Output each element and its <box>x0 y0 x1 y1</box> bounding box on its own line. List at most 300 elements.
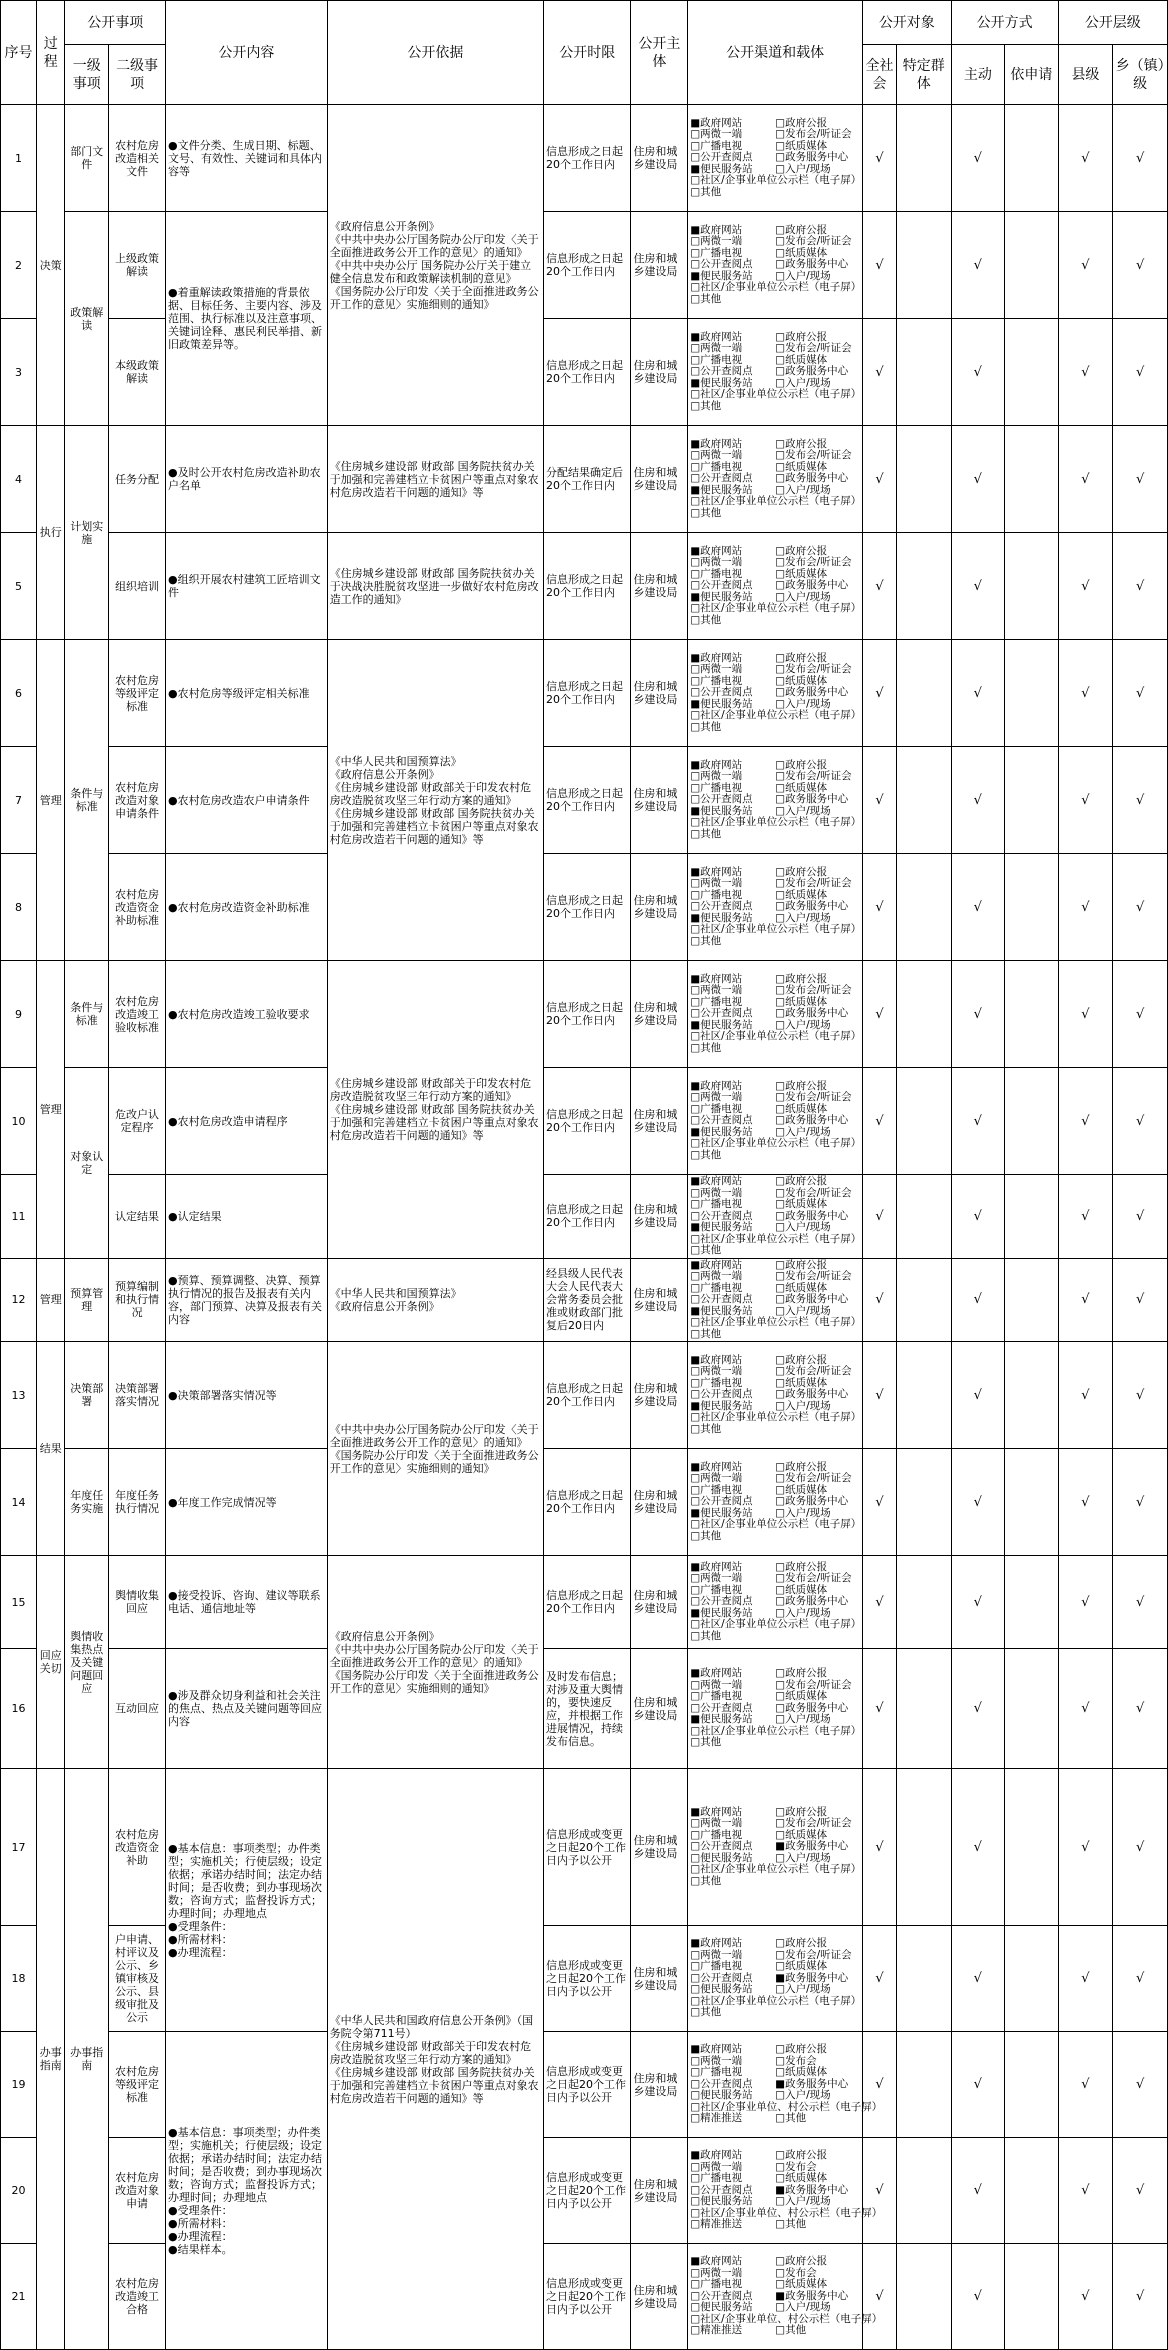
channel-option: □入户/现场 <box>775 1713 831 1726</box>
channel-option: □入户/现场 <box>775 2301 831 2314</box>
channel-option: □政府公报 <box>775 1353 828 1366</box>
channel-option: ■政府网站 <box>690 1258 743 1271</box>
row-seq: 4 <box>1 426 37 533</box>
check-by-request <box>1005 1449 1059 1556</box>
row-seq: 10 <box>1 1068 37 1175</box>
channel-option: □纸质媒体 <box>775 1828 828 1841</box>
channel-option: □政务服务中心 <box>775 258 849 271</box>
channel-option: □纸质媒体 <box>775 2066 828 2079</box>
table-row <box>1 1175 1168 1259</box>
subject-cell: 住房和城乡建设局 <box>631 1175 688 1259</box>
channel-option: □广播电视 <box>690 2278 743 2291</box>
check-by-request <box>1005 319 1059 426</box>
channel-option: □公开查阅点 <box>690 900 753 913</box>
channel-option: ■便民服务站 <box>690 1606 753 1619</box>
channel-option: □社区/企事业单位公示栏（电子屏） <box>690 1994 862 2007</box>
channel-cell <box>688 2032 883 2138</box>
channel-cell <box>688 533 863 640</box>
channel-option: □社区/企事业单位公示栏（电子屏） <box>690 1137 862 1150</box>
channel-option: □便民服务站 <box>690 2089 753 2102</box>
channel-option: □政务服务中心 <box>775 1007 849 1020</box>
channel-option: ■便民服务站 <box>690 697 753 710</box>
check-county: √ <box>1058 1068 1113 1175</box>
check-by-request <box>1005 1926 1059 2032</box>
channel-option: ■便民服务站 <box>690 804 753 817</box>
channel-option: □社区/企事业单位公示栏（电子屏） <box>690 816 862 829</box>
subject-cell: 住房和城乡建设局 <box>631 1342 688 1449</box>
check-by-request <box>1005 2032 1059 2138</box>
table-row <box>1 1556 1168 1649</box>
channel-option: □发布会/听证会 <box>775 1678 852 1691</box>
channel-option: □政务服务中心 <box>775 1293 849 1305</box>
channel-option: □公开查阅点 <box>690 1701 753 1714</box>
channel-option: □公开查阅点 <box>690 1114 753 1127</box>
time-cell: 信息形成之日起20个工作日内 <box>544 319 631 426</box>
channel-option: □政府公报 <box>775 1460 828 1473</box>
table-row <box>1 426 1168 533</box>
level2-item: 农村危房改造资金补助标准 <box>109 854 166 961</box>
channel-option: □纸质媒体 <box>775 1960 828 1973</box>
check-specific-group <box>896 1926 951 2032</box>
channel-option: □入户/现场 <box>775 162 831 175</box>
channel-option: ■政府网站 <box>690 116 743 129</box>
subject-cell: 住房和城乡建设局 <box>631 2244 688 2350</box>
channel-option: □社区/企事业单位公示栏（电子屏） <box>690 1232 862 1245</box>
content-cell: ●涉及群众切身利益和社会关注的焦点、热点及关键问题等回应内容 <box>165 1649 327 1769</box>
basis-cell: 《中共中央办公厅国务院办公厅印发〈关于全面推进政务公开工作的意见〉的通知》 《国务院办公厅印发〈关于全面推进政务公开工作的意见〉实施细则的通知》 <box>327 1342 543 1556</box>
channel-option: □两微一端 <box>690 1270 743 1282</box>
check-all-society: √ <box>863 1926 897 2032</box>
channel-option: ■政府网站 <box>690 1937 743 1950</box>
level2-item: 年度任务执行情况 <box>109 1449 166 1556</box>
row-seq: 12 <box>1 1258 37 1342</box>
channel-option: □政府公报 <box>775 1175 828 1187</box>
channel-option: □入户/现场 <box>775 1304 831 1317</box>
channel-option: □广播电视 <box>690 1281 743 1294</box>
channel-option: □发布会/听证会 <box>775 984 852 997</box>
check-specific-group <box>896 212 951 319</box>
channel-option: □社区/企事业单位、村公示栏（电子屏） <box>690 2206 883 2219</box>
process-cell: 办事指南 <box>37 1769 65 2350</box>
level2-item: 舆情收集回应 <box>109 1556 166 1649</box>
check-township: √ <box>1113 1926 1168 2032</box>
check-township: √ <box>1113 1258 1168 1342</box>
subject-cell: 住房和城乡建设局 <box>631 1926 688 2032</box>
level1-item: 决策部署 <box>65 1342 109 1449</box>
check-all-society: √ <box>863 426 897 533</box>
channel-option: □公开查阅点 <box>690 1495 753 1508</box>
channel-option: □政府公报 <box>775 758 828 771</box>
row-seq: 8 <box>1 854 37 961</box>
channel-option: □入户/现场 <box>775 1399 831 1412</box>
channel-option: □其他 <box>690 399 722 412</box>
check-by-request <box>1005 1556 1059 1649</box>
channel-option: □发布会/听证会 <box>775 1365 852 1378</box>
channel-option: □发布会/听证会 <box>775 235 852 248</box>
channel-option: □其他 <box>690 1244 722 1256</box>
channel-option: □政府公报 <box>775 223 828 236</box>
check-by-request <box>1005 212 1059 319</box>
channel-option: □发布会/听证会 <box>775 1186 852 1199</box>
channel-option: □公开查阅点 <box>690 793 753 806</box>
check-county: √ <box>1058 1556 1113 1649</box>
basis-cell: 《中华人民共和国预算法》 《政府信息公开条例》 《住房城乡建设部 财政部关于印发农村危房改造脱贫攻坚三年行动方案的通知》 《住房城乡建设部 财政部 国务院扶贫办关于加强和完善建档立卡贫困户等重点对象农村危房改造若干问题的通知》等 <box>327 640 543 961</box>
channel-option: □社区/企事业单位、村公示栏（电子屏） <box>690 2312 883 2325</box>
channel-option: □广播电视 <box>690 1102 743 1115</box>
channel-option: □广播电视 <box>690 2172 743 2185</box>
channel-option: □其他 <box>775 2218 807 2231</box>
channel-option: □广播电视 <box>690 460 743 473</box>
basis-cell: 《政府信息公开条例》 《中共中央办公厅国务院办公厅印发〈关于全面推进政务公开工作的意见〉的通知》 《中共中央办公厅 国务院办公厅关于建立健全信息发布和政策解读机制的意见》 《国务院办公厅印发〈关于全面推进政务公开工作的意见〉实施细则的通知》 <box>327 105 543 426</box>
check-by-request <box>1005 1769 1059 1926</box>
channel-option: □发布会/听证会 <box>775 663 852 676</box>
col-active: 主动 <box>951 45 1005 105</box>
check-township: √ <box>1113 2138 1168 2244</box>
row-seq: 11 <box>1 1175 37 1259</box>
channel-cell <box>688 854 863 961</box>
channel-option: □政务服务中心 <box>775 1209 849 1222</box>
channel-option: ■便民服务站 <box>690 1713 753 1726</box>
channel-option: □政务服务中心 <box>775 900 849 913</box>
check-by-request <box>1005 1258 1059 1342</box>
level2-item: 农村危房等级评定标准 <box>109 2032 166 2138</box>
check-all-society: √ <box>863 1175 897 1259</box>
check-active: √ <box>951 854 1005 961</box>
subject-cell: 住房和城乡建设局 <box>631 212 688 319</box>
row-seq: 7 <box>1 747 37 854</box>
channel-option: □其他 <box>690 827 722 840</box>
channel-option: ■政府网站 <box>690 758 743 771</box>
process-cell: 管理 <box>37 1258 65 1342</box>
check-specific-group <box>896 961 951 1068</box>
check-by-request <box>1005 426 1059 533</box>
channel-cell <box>688 105 863 212</box>
row-seq: 13 <box>1 1342 37 1449</box>
channel-option: □其他 <box>690 1529 722 1542</box>
channel-option: ■政府网站 <box>690 1079 743 1092</box>
channel-option: □政府公报 <box>775 2043 828 2056</box>
channel-option: □其他 <box>775 2112 807 2125</box>
channel-option: □发布会/听证会 <box>775 1572 852 1585</box>
col-level1: 一级事项 <box>65 45 109 105</box>
row-seq: 1 <box>1 105 37 212</box>
content-cell: ●文件分类、生成日期、标题、文号、有效性、关键词和具体内容等 <box>165 105 327 212</box>
channel-option: □入户/现场 <box>775 911 831 924</box>
check-township: √ <box>1113 1175 1168 1259</box>
time-cell: 信息形成之日起20个工作日内 <box>544 1556 631 1649</box>
col-county: 县级 <box>1058 45 1113 105</box>
check-all-society: √ <box>863 961 897 1068</box>
channel-option: □纸质媒体 <box>775 2172 828 2185</box>
content-cell: ●农村危房等级评定相关标准 <box>165 640 327 747</box>
level1-item: 舆情收集热点及关键问题回应 <box>65 1556 109 1769</box>
content-cell: ●基本信息：事项类型；办件类型；实施机关；行使层级；设定依据；承诺办结时间；法定办结时间；是否收费；到办事现场次数；咨询方式；监督投诉方式；办理时间；办理地点 ●受理条件： ●所需材料： ●办理流程： ●结果样本。 <box>165 2032 327 2350</box>
col-all-society: 全社会 <box>863 45 897 105</box>
check-all-society: √ <box>863 1649 897 1769</box>
table-row <box>1 2032 1168 2138</box>
channel-option: □纸质媒体 <box>775 139 828 152</box>
channel-option: □社区/企事业单位公示栏（电子屏） <box>690 281 862 294</box>
check-county: √ <box>1058 212 1113 319</box>
check-township: √ <box>1113 105 1168 212</box>
channel-cell <box>688 961 863 1068</box>
basis-cell: 《住房城乡建设部 财政部 国务院扶贫办关于加强和完善建档立卡贫困户等重点对象农村危房改造若干问题的通知》等 <box>327 426 543 533</box>
content-cell: ●年度工作完成情况等 <box>165 1449 327 1556</box>
channel-option: □政务服务中心 <box>775 365 849 378</box>
channel-option: □广播电视 <box>690 1690 743 1703</box>
channel-option: ■便民服务站 <box>690 1399 753 1412</box>
check-specific-group <box>896 2244 951 2350</box>
content-cell: ●接受投诉、咨询、建议等联系电话、通信地址等 <box>165 1556 327 1649</box>
time-cell: 信息形成或变更之日起20个工作日内予以公开 <box>544 1769 631 1926</box>
check-all-society: √ <box>863 105 897 212</box>
channel-option: □政务服务中心 <box>775 1388 849 1401</box>
check-active: √ <box>951 1769 1005 1926</box>
channel-option: □两微一端 <box>690 1948 743 1961</box>
channel-option: ■政务服务中心 <box>775 1971 849 1984</box>
table-row <box>1 854 1168 961</box>
time-cell: 信息形成之日起20个工作日内 <box>544 747 631 854</box>
channel-option: □发布会/听证会 <box>775 128 852 141</box>
table-row <box>1 1068 1168 1175</box>
check-by-request <box>1005 533 1059 640</box>
check-township: √ <box>1113 212 1168 319</box>
level1-item: 条件与标准 <box>65 640 109 961</box>
col-process: 过程 <box>37 1 65 105</box>
check-by-request <box>1005 747 1059 854</box>
check-active: √ <box>951 1068 1005 1175</box>
time-cell: 信息形成之日起20个工作日内 <box>544 854 631 961</box>
channel-option: □其他 <box>690 1148 722 1161</box>
channel-option: ■政务服务中心 <box>775 2077 849 2090</box>
check-specific-group <box>896 1342 951 1449</box>
channel-option: ■便民服务站 <box>690 1221 753 1233</box>
subject-cell: 住房和城乡建设局 <box>631 1769 688 1926</box>
process-cell: 管理 <box>37 640 65 961</box>
level2-item: 危改户认定程序 <box>109 1068 166 1175</box>
level1-item: 部门文件 <box>65 105 109 212</box>
channel-option: ■政府网站 <box>690 1667 743 1680</box>
check-by-request <box>1005 640 1059 747</box>
level2-item: 任务分配 <box>109 426 166 533</box>
content-cell: ●农村危房改造农户申请条件 <box>165 747 327 854</box>
basis-cell: 《中华人民共和国预算法》 《政府信息公开条例》 <box>327 1258 543 1342</box>
level1-item: 年度任务实施 <box>65 1449 109 1556</box>
subject-cell: 住房和城乡建设局 <box>631 426 688 533</box>
channel-option: □政府公报 <box>775 1937 828 1950</box>
table-row <box>1 1769 1168 1926</box>
row-seq: 16 <box>1 1649 37 1769</box>
channel-option: □发布会/听证会 <box>775 1091 852 1104</box>
channel-option: □两微一端 <box>690 1186 743 1199</box>
channel-option: □发布会/听证会 <box>775 1817 852 1830</box>
check-active: √ <box>951 1258 1005 1342</box>
channel-option: □社区/企事业单位公示栏（电子屏） <box>690 388 862 401</box>
channel-option: □政务服务中心 <box>775 1495 849 1508</box>
channel-option: □两微一端 <box>690 1678 743 1691</box>
channel-option: □精准推送 <box>690 2218 743 2231</box>
level2-item: 决策部署落实情况 <box>109 1342 166 1449</box>
channel-option: □入户/现场 <box>775 1983 831 1996</box>
check-county: √ <box>1058 1769 1113 1926</box>
channel-option: □纸质媒体 <box>775 781 828 794</box>
check-by-request <box>1005 854 1059 961</box>
channel-option: □入户/现场 <box>775 697 831 710</box>
check-active: √ <box>951 1175 1005 1259</box>
check-active: √ <box>951 2138 1005 2244</box>
channel-option: □两微一端 <box>690 2266 743 2279</box>
channel-option: □纸质媒体 <box>775 1690 828 1703</box>
channel-option: □纸质媒体 <box>775 567 828 580</box>
subject-cell: 住房和城乡建设局 <box>631 1449 688 1556</box>
check-active: √ <box>951 640 1005 747</box>
level2-item: 农村危房改造竣工验收标准 <box>109 961 166 1068</box>
channel-option: □入户/现场 <box>775 590 831 603</box>
check-specific-group <box>896 2032 951 2138</box>
check-township: √ <box>1113 961 1168 1068</box>
channel-option: □政务服务中心 <box>775 151 849 164</box>
level2-item: 户申请、村评议及公示、乡镇审核及公示、县级审批及公示 <box>109 1926 166 2032</box>
check-county: √ <box>1058 1175 1113 1259</box>
channel-option: □入户/现场 <box>775 1018 831 1031</box>
channel-option: □社区/企事业单位公示栏（电子屏） <box>690 174 862 187</box>
channel-option: ■便民服务站 <box>690 483 753 496</box>
subject-cell: 住房和城乡建设局 <box>631 1649 688 1769</box>
level1-item: 预算管理 <box>65 1258 109 1342</box>
channel-option: □公开查阅点 <box>690 365 753 378</box>
channel-option: □两微一端 <box>690 663 743 676</box>
channel-option: □政府公报 <box>775 1258 828 1271</box>
check-township: √ <box>1113 533 1168 640</box>
channel-option: □发布会/听证会 <box>775 1948 852 1961</box>
channel-option: □政府公报 <box>775 1560 828 1573</box>
channel-option: □入户/现场 <box>775 1221 831 1233</box>
channel-option: □广播电视 <box>690 888 743 901</box>
channel-option: □政府公报 <box>775 651 828 664</box>
channel-option: □政务服务中心 <box>775 1595 849 1608</box>
level2-item: 农村危房改造相关文件 <box>109 105 166 212</box>
channel-option: □其他 <box>775 2324 807 2337</box>
check-specific-group <box>896 1649 951 1769</box>
col-specific-group: 特定群体 <box>896 45 951 105</box>
channel-option: □纸质媒体 <box>775 888 828 901</box>
channel-option: □发布会/听证会 <box>775 770 852 783</box>
channel-cell <box>688 640 863 747</box>
check-all-society: √ <box>863 1342 897 1449</box>
channel-option: ■政府网站 <box>690 1175 743 1187</box>
channel-option: □社区/企事业单位公示栏（电子屏） <box>690 1316 862 1328</box>
check-specific-group <box>896 747 951 854</box>
channel-option: □政务服务中心 <box>775 686 849 699</box>
check-all-society: √ <box>863 1258 897 1342</box>
channel-option: □广播电视 <box>690 2066 743 2079</box>
channel-option: □其他 <box>690 1736 722 1749</box>
check-all-society: √ <box>863 747 897 854</box>
channel-option: □公开查阅点 <box>690 2183 753 2196</box>
channel-option: □其他 <box>690 720 722 733</box>
time-cell: 经县级人民代表大会人民代表大会常务委员会批准或财政部门批复后20日内 <box>544 1258 631 1342</box>
check-all-society: √ <box>863 2244 897 2350</box>
channel-option: □公开查阅点 <box>690 1293 753 1305</box>
check-active: √ <box>951 1926 1005 2032</box>
channel-option: □其他 <box>690 934 722 947</box>
channel-option: □政务服务中心 <box>775 1701 849 1714</box>
channel-cell <box>688 2244 883 2350</box>
col-level2: 二级事项 <box>109 45 166 105</box>
col-items: 公开事项 <box>65 1 166 45</box>
col-level: 公开层级 <box>1058 1 1167 45</box>
channel-option: □入户/现场 <box>775 483 831 496</box>
check-by-request <box>1005 1175 1059 1259</box>
check-specific-group <box>896 1258 951 1342</box>
col-method: 公开方式 <box>951 1 1058 45</box>
level2-item: 互动回应 <box>109 1649 166 1769</box>
channel-option: ■政府网站 <box>690 2043 743 2056</box>
channel-option: ■政府网站 <box>690 544 743 557</box>
check-county: √ <box>1058 1449 1113 1556</box>
channel-option: □发布会 <box>775 2054 817 2067</box>
check-county: √ <box>1058 2244 1113 2350</box>
channel-option: ■政府网站 <box>690 1353 743 1366</box>
channel-option: □社区/企事业单位公示栏（电子屏） <box>690 1724 862 1737</box>
time-cell: 信息形成之日起20个工作日内 <box>544 533 631 640</box>
channel-cell <box>688 1342 863 1449</box>
channel-option: □其他 <box>690 1327 722 1340</box>
check-by-request <box>1005 2244 1059 2350</box>
check-county: √ <box>1058 961 1113 1068</box>
check-township: √ <box>1113 2032 1168 2138</box>
check-all-society: √ <box>863 1068 897 1175</box>
check-all-society: √ <box>863 1769 897 1926</box>
level1-item: 计划实施 <box>65 426 109 640</box>
channel-option: □纸质媒体 <box>775 2278 828 2291</box>
channel-cell <box>688 1258 863 1342</box>
channel-option: ■便民服务站 <box>690 269 753 282</box>
check-county: √ <box>1058 426 1113 533</box>
check-active: √ <box>951 533 1005 640</box>
table-row <box>1 1449 1168 1556</box>
check-township: √ <box>1113 319 1168 426</box>
check-specific-group <box>896 1556 951 1649</box>
row-seq: 5 <box>1 533 37 640</box>
col-time: 公开时限 <box>544 1 631 105</box>
channel-option: □政府公报 <box>775 544 828 557</box>
content-cell: ●决策部署落实情况等 <box>165 1342 327 1449</box>
check-active: √ <box>951 426 1005 533</box>
table-row <box>1 961 1168 1068</box>
content-cell: ●组织开展农村建筑工匠培训文件 <box>165 533 327 640</box>
channel-option: □政府公报 <box>775 116 828 129</box>
subject-cell: 住房和城乡建设局 <box>631 640 688 747</box>
process-cell: 回应关切 <box>37 1556 65 1769</box>
channel-option: □纸质媒体 <box>775 1376 828 1389</box>
channel-cell <box>688 747 863 854</box>
check-all-society: √ <box>863 1449 897 1556</box>
channel-option: □广播电视 <box>690 353 743 366</box>
basis-cell: 《政府信息公开条例》 《中共中央办公厅国务院办公厅印发〈关于全面推进政务公开工作的意见〉的通知》 《国务院办公厅印发〈关于全面推进政务公开工作的意见〉实施细则的通知》 <box>327 1556 543 1769</box>
row-seq: 3 <box>1 319 37 426</box>
channel-option: □社区/企事业单位公示栏（电子屏） <box>690 1618 862 1631</box>
level2-item: 认定结果 <box>109 1175 166 1259</box>
channel-cell <box>688 426 863 533</box>
channel-option: ■便民服务站 <box>690 1304 753 1317</box>
col-subject: 公开主体 <box>631 1 688 105</box>
channel-cell <box>688 1556 863 1649</box>
channel-option: □政务服务中心 <box>775 472 849 485</box>
channel-option: □政府公报 <box>775 865 828 878</box>
level1-item: 对象认定 <box>65 1068 109 1259</box>
col-target: 公开对象 <box>863 1 951 45</box>
